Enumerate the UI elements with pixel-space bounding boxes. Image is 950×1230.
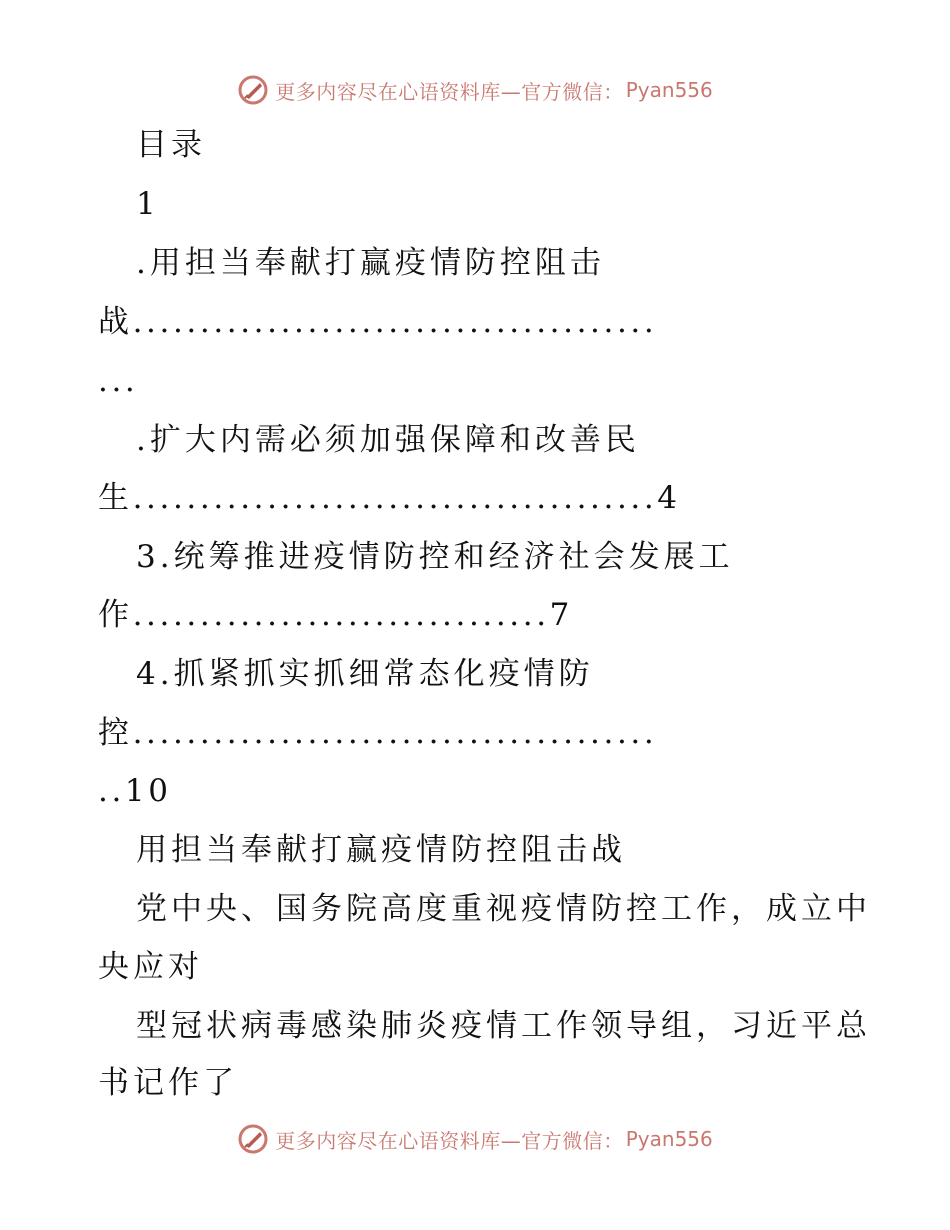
toc-item-2-title: .扩大内需必须加强保障和改善民: [136, 422, 640, 458]
toc-item-4-dots: 控.......................................: [98, 715, 658, 751]
quill-seal-icon: [237, 74, 269, 106]
toc-item-4-title: 4.抓紧抓实抓细常态化疫情防: [136, 656, 594, 692]
quill-seal-icon: [237, 1123, 269, 1155]
watermark-wechat-id: Pyan556: [625, 1127, 713, 1151]
paragraph-1-line-1: 党中央、国务院高度重视疫情防控工作，成立中: [136, 891, 871, 927]
toc-item-4-page: ..10: [98, 773, 172, 809]
watermark-text: 更多内容尽在心语资料库—官方微信：: [275, 1128, 624, 1153]
toc-item-1-dots: 战.......................................: [98, 304, 658, 340]
toc-item-3-title: 3.统筹推进疫情防控和经济社会发展工: [136, 539, 734, 575]
paragraph-2-line-1: 型冠状病毒感染肺炎疫情工作领导组，习近平总: [136, 1008, 871, 1044]
toc-number-1: 1: [136, 186, 160, 222]
toc-item-1-dots-cont: ...: [98, 363, 139, 399]
watermark-banner-top: [0, 70, 950, 110]
toc-item-1-title: .用担当奉献打赢疫情防控阻击: [136, 245, 605, 281]
toc-item-3-dots: 作...............................7: [98, 597, 573, 633]
watermark-wechat-id: Pyan556: [625, 78, 713, 102]
toc-title: 目录: [136, 127, 206, 163]
watermark-text: 更多内容尽在心语资料库—官方微信：: [275, 79, 624, 104]
toc-item-2-dots: 生.......................................4: [98, 480, 681, 516]
watermark-banner-bottom: [0, 1119, 950, 1159]
paragraph-1-line-2: 央应对: [98, 949, 203, 985]
section-heading: 用担当奉献打赢疫情防控阻击战: [136, 832, 626, 868]
paragraph-2-line-2: 书记作了: [98, 1065, 238, 1101]
